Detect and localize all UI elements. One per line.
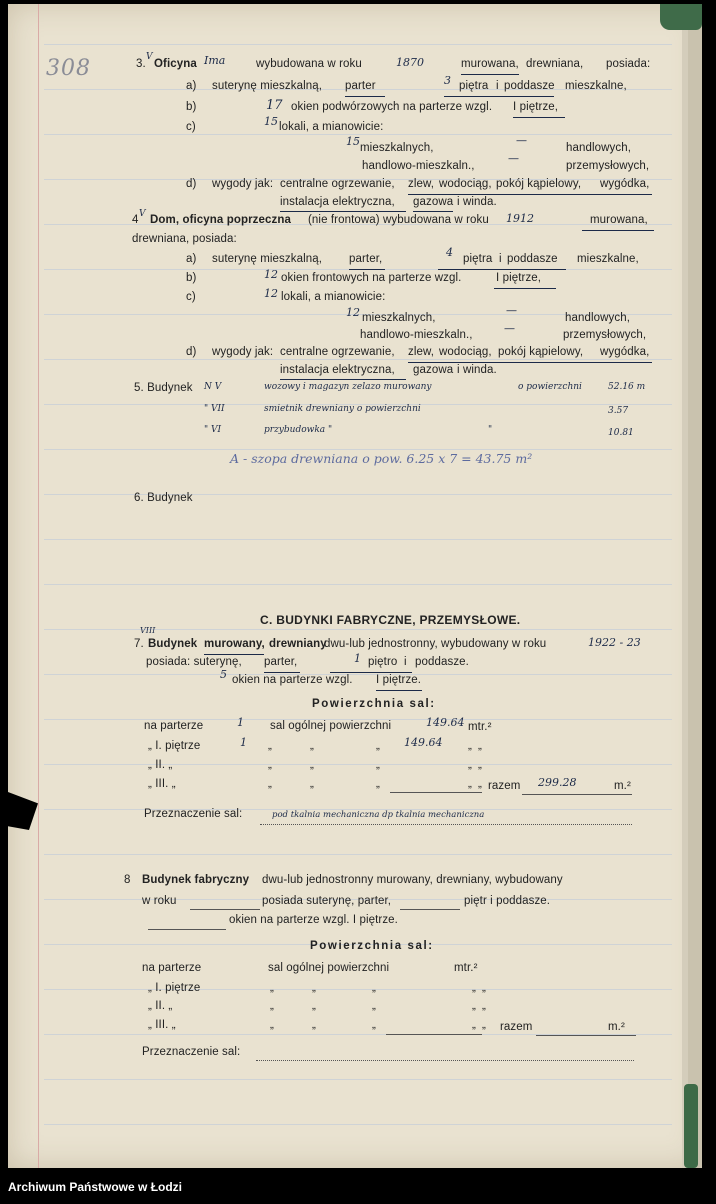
s8-row1-label: na parterze [142, 962, 202, 974]
s7-ditto: „ [468, 740, 472, 752]
s8-ditto: „ [472, 1000, 476, 1012]
s5-row-mark: " VII [204, 404, 225, 414]
s5-row-desc: wozowy i magazyn zelazo murowany [264, 382, 432, 392]
s7-razem-val: 299.28 [538, 776, 577, 789]
blank-line [190, 909, 260, 910]
s7-przezn-val: pod tkalnia mechaniczna dp tkalnia mechaniczna [272, 810, 485, 820]
s8-ditto: „ [270, 1000, 274, 1012]
s4-przemyslowych: przemysłowych, [563, 329, 647, 341]
margin-line [38, 4, 39, 1168]
s4-title-rest: (nie frontowa) wybudowana w roku [308, 214, 489, 226]
s7-ditto: „ [268, 740, 272, 752]
s7-ditto: „ [268, 778, 272, 790]
s5-row-area: 52.16 m [608, 382, 646, 392]
s8-ditto: „ [312, 982, 316, 994]
s4-pietra: piętra [463, 253, 493, 265]
section-c-title: C. BUDYNKI FABRYCZNE, PRZEMYSŁOWE. [260, 613, 521, 627]
s4-dash1: — [506, 304, 517, 317]
s5-row-desc: przybudowka " [264, 425, 333, 435]
s3-dash1: — [516, 134, 527, 147]
s7-i-pietrze: I piętrze. [376, 674, 422, 686]
s4-a-letter: a) [186, 253, 197, 265]
s8-ditto: „ [372, 1000, 376, 1012]
s3-built: wybudowana w roku [256, 58, 362, 70]
binding-edge [682, 4, 688, 1168]
s3-i: i [496, 80, 499, 92]
s7-drewniany: drewniany [269, 638, 327, 650]
underline [204, 654, 264, 655]
underline [582, 230, 654, 231]
s7-przezn-label: Przeznaczenie sal: [144, 808, 243, 820]
s3-pokoj: pokój kąpielowy, [496, 178, 582, 190]
s7-row3-label: „ II. „ [148, 759, 173, 771]
s4-zlew: zlew, [408, 346, 435, 358]
s8-przezn-label: Przeznaczenie sal: [142, 1046, 241, 1058]
s5-row-mark: " VI [204, 425, 222, 435]
s4-title: Dom, oficyna poprzeczna [150, 214, 291, 226]
s3-dash2: — [508, 152, 519, 165]
s5-row-area-label: o powierzchni [518, 382, 582, 392]
s5-row-area-label: " [488, 425, 493, 435]
s4-cent: centralne ogrzewanie, [280, 346, 395, 358]
s3-przemyslowych: przemysłowych, [566, 160, 650, 172]
s4-handlowo: handlowo-mieszkaln., [360, 329, 473, 341]
s4-gazowa: gazowa [413, 364, 454, 376]
s4-c-letter: c) [186, 291, 196, 303]
s4-b-letter: b) [186, 272, 197, 284]
s4-wygodka: wygódka, [600, 346, 650, 358]
s4-num-hand: V [139, 209, 146, 219]
s8-row3-label: „ II. „ [148, 1000, 173, 1012]
s7-poddasze: poddasze. [415, 656, 469, 668]
s5-row-desc: smietnik drewniany o powierzchni [264, 404, 421, 414]
underline [513, 117, 565, 118]
s3-cent: centralne ogrzewanie, [280, 178, 395, 190]
s7-row1-text: sal ogólnej powierzchni [270, 720, 392, 732]
s4-b-floor: I piętrze, [496, 272, 542, 284]
s8-line3: okien na parterze wzgl. I piętrze. [229, 914, 398, 926]
s8-row4-label: „ III. „ [148, 1019, 176, 1031]
blank-line [386, 1034, 482, 1035]
s4-mieszkalne: mieszkalne, [577, 253, 639, 265]
s3-c-num: 15 [264, 115, 278, 128]
s3-num: 3. [136, 58, 146, 70]
s7-row1-num: 1 [237, 716, 244, 729]
s3-mieszkalnych: mieszkalnych, [360, 142, 434, 154]
s8-line2b: posiada suterynę, parter, [262, 895, 392, 907]
s4-line2: drewniana, posiada: [132, 233, 237, 245]
s3-posiada: posiada: [606, 58, 651, 70]
s4-wodociag: wodociąg, [439, 346, 492, 358]
underline [413, 211, 453, 212]
s3-b-letter: b) [186, 101, 197, 113]
underline [408, 362, 652, 363]
s8-razem: razem [500, 1021, 533, 1033]
s3-b-text: okien podwórzowych na parterze wzgl. [291, 101, 493, 113]
s4-c-mieszk-num: 12 [346, 306, 360, 319]
s7-row2-num: 1 [240, 736, 247, 749]
underline [330, 672, 412, 673]
s7-ditto: „ [376, 759, 380, 771]
s7-ditto: „ [478, 778, 482, 790]
s4-d-text: wygody jak: [212, 346, 274, 358]
s4-handlowych: handlowych, [565, 312, 631, 324]
binder-clip [660, 4, 702, 30]
s7-ditto: „ [310, 778, 314, 790]
s7-row1-area: 149.64 [426, 716, 465, 729]
s8-line2c: piętr i poddasze. [464, 895, 551, 907]
s4-num: 4 [132, 214, 139, 226]
s7-murowany: murowany, [204, 638, 265, 650]
s3-d-text: wygody jak: [212, 178, 274, 190]
s4-pokoj: pokój kąpielowy, [498, 346, 584, 358]
blank-line [148, 929, 226, 930]
s8-ditto: „ [472, 1019, 476, 1031]
s8-ditto: „ [372, 982, 376, 994]
s8-m2: m.² [608, 1021, 625, 1033]
s4-b-text: okien frontowych na parterze wzgl. [281, 272, 462, 284]
s8-ditto: „ [482, 982, 486, 994]
page-number: 308 [46, 56, 91, 81]
s3-i-winda: i winda. [457, 196, 497, 208]
document-page [8, 4, 702, 1168]
blank-line [536, 1035, 636, 1036]
s5-row-mark: N V [204, 382, 222, 392]
s3-wygodka: wygódka, [600, 178, 650, 190]
blank-line [522, 794, 632, 795]
s7-okien: okien na parterze wzgl. [232, 674, 353, 686]
s4-c-num: 12 [264, 287, 278, 300]
s7-ditto: „ [478, 740, 482, 752]
s3-gazowa: gazowa [413, 196, 454, 208]
underline [349, 269, 385, 270]
s7-ditto: „ [310, 759, 314, 771]
binding-strip [686, 4, 702, 1168]
s7-num-hand: VIII [140, 626, 156, 635]
s8-ditto: „ [482, 1000, 486, 1012]
s5-row-area: 3.57 [608, 406, 629, 416]
blank-line [256, 1060, 634, 1061]
s7-ditto: „ [268, 759, 272, 771]
underline [280, 379, 406, 380]
s7-posiada: posiada: suterynę, [146, 656, 242, 668]
s8-ditto: „ [270, 1019, 274, 1031]
s7-ditto: „ [468, 759, 472, 771]
s8-line2a: w roku [142, 895, 177, 907]
s4-instalacja: instalacja elektryczna, [280, 364, 395, 376]
s4-a-text: suterynę mieszkalną, [212, 253, 323, 265]
s3-a-letter: a) [186, 80, 197, 92]
s8-ditto: „ [312, 1000, 316, 1012]
s3-c-mieszk-num: 15 [346, 135, 360, 148]
s8-ditto: „ [312, 1019, 316, 1031]
underline [444, 96, 554, 97]
s7-ditto: „ [376, 740, 380, 752]
s7-title: Budynek [148, 638, 198, 650]
s3-mieszkalne: mieszkalne, [565, 80, 627, 92]
s4-a-floors: 4 [446, 246, 453, 259]
s4-i-winda: i winda. [457, 364, 497, 376]
s3-murowana: murowana, [461, 58, 519, 70]
underline [264, 672, 300, 673]
s7-pow-title: Powierzchnia sal: [312, 698, 436, 710]
s7-parter: parter, [264, 656, 298, 668]
s8-ditto: „ [372, 1019, 376, 1031]
s4-d-letter: d) [186, 346, 197, 358]
s4-dash2: — [504, 322, 515, 335]
binder-clip-bottom [684, 1084, 698, 1168]
s5-label: 5. Budynek [134, 382, 193, 394]
s4-b-num: 12 [264, 268, 278, 281]
s7-mtr: mtr.² [468, 721, 492, 733]
s8-rest: dwu-lub jednostronny murowany, drewniany, wybudowany [262, 874, 563, 886]
underline [461, 74, 519, 75]
s7-row2-label: „ I. piętrze [148, 740, 201, 752]
s7-year: 1922 - 23 [588, 636, 641, 649]
blank-line [390, 792, 482, 793]
s7-row1-label: na parterze [144, 720, 204, 732]
s8-title: Budynek fabryczny [142, 874, 250, 886]
s5-blue-note: A - szopa drewniana o pow. 6.25 x 7 = 43.75 m² [230, 451, 533, 466]
s3-b-num: 17 [266, 98, 283, 113]
s8-ditto: „ [482, 1019, 486, 1031]
s3-a-floors: 3 [444, 74, 451, 87]
s3-zlew: zlew, [408, 178, 435, 190]
s7-pietro: piętro [368, 656, 398, 668]
s3-title-hand: Ima [204, 54, 226, 67]
s4-i: i [499, 253, 502, 265]
s3-pietra: piętra [459, 80, 489, 92]
s3-c-letter: c) [186, 121, 196, 133]
underline [494, 288, 556, 289]
s8-row1-text: sal ogólnej powierzchni [268, 962, 390, 974]
s3-drewniana: drewniana, [526, 58, 584, 70]
s7-ditto: „ [376, 778, 380, 790]
s7-num: 7. [134, 638, 144, 650]
s3-instalacja: instalacja elektryczna, [280, 196, 395, 208]
s4-murowana: murowana, [590, 214, 648, 226]
s7-ditto: „ [310, 740, 314, 752]
s3-parter: parter [345, 80, 376, 92]
underline [438, 269, 566, 270]
s7-ditto: „ [468, 778, 472, 790]
underline [345, 96, 385, 97]
s7-row2-area: 149.64 [404, 736, 443, 749]
s4-c-text: lokali, a mianowicie: [281, 291, 386, 303]
s7-razem: razem [488, 780, 521, 792]
s3-handlowych: handlowych, [566, 142, 632, 154]
s3-b-floor: I piętrze, [513, 101, 559, 113]
s5-row-area: 10.81 [608, 428, 634, 438]
s4-mieszkalnych: mieszkalnych, [362, 312, 436, 324]
s3-poddasze: poddasze [504, 80, 555, 92]
s8-mtr: mtr.² [454, 962, 478, 974]
s7-windows: 5 [220, 668, 227, 681]
s3-year: 1870 [396, 56, 424, 69]
s7-rest: dwu-lub jednostronny, wybudowany w roku [324, 638, 547, 650]
s8-pow-title: Powierzchnia sal: [310, 940, 434, 952]
s4-parter: parter, [349, 253, 383, 265]
s4-year: 1912 [506, 212, 534, 225]
blank-line [400, 909, 460, 910]
archive-caption: Archiwum Państwowe w Łodzi [8, 1180, 183, 1194]
s8-ditto: „ [270, 982, 274, 994]
s8-num: 8 [124, 874, 131, 886]
s8-ditto: „ [472, 982, 476, 994]
s7-m2: m.² [614, 780, 631, 792]
underline [280, 211, 406, 212]
s8-row2-label: „ I. piętrze [148, 982, 201, 994]
s3-num-hand: V [146, 52, 153, 62]
s6-label: 6. Budynek [134, 492, 193, 504]
s4-poddasze: poddasze [507, 253, 558, 265]
s7-i: i [404, 656, 407, 668]
s3-d-letter: d) [186, 178, 197, 190]
s7-floors: 1 [354, 652, 361, 665]
s3-wodociag: wodociąg, [439, 178, 492, 190]
blank-line [260, 824, 632, 825]
s3-title: Oficyna [154, 58, 197, 70]
s7-row4-label: „ III. „ [148, 778, 176, 790]
s3-handlowo: handlowo-mieszkaln., [362, 160, 475, 172]
underline [376, 690, 422, 691]
underline [408, 194, 652, 195]
s3-c-text: lokali, a mianowicie: [279, 121, 384, 133]
s3-a-text: suterynę mieszkalną, [212, 80, 323, 92]
s7-ditto: „ [478, 759, 482, 771]
